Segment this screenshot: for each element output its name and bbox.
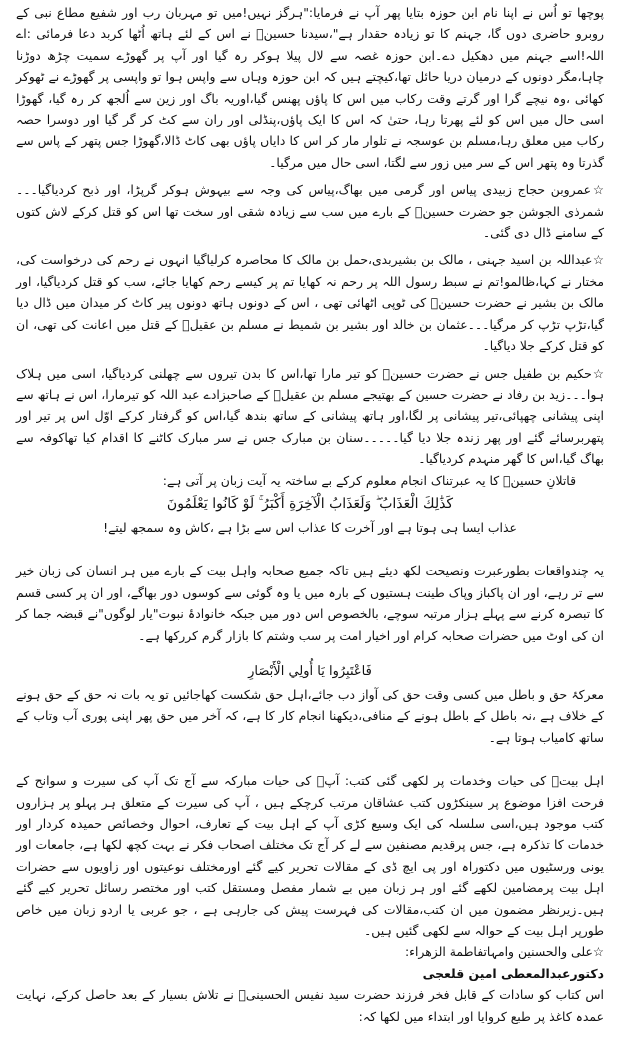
quran-verse-punishment: كَذَٰلِكَ الْعَذَابُ ۖ وَلَعَذَابُ الْآخِرَةِ أَكْبَرُ ۚ لَوْ كَانُوا يَعْلَمُونَ — [166, 495, 454, 512]
paragraph-book-description: اس کتاب کو سادات کے قابل فخر فرزند حضرت سید نفیس الحسینیؒ نے تلاش بسیار کے بعد حاصل کرکے، نہایت عمدہ کاغذ پر طبع کروایا اور ابتداء میں لکھا کہ: — [16, 987, 604, 1024]
paragraph-ibn-hawza-story: پوچھا تو اُس نے اپنا نام ابن حوزہ بتایا پھر آپ نے فرمایا:"ہرگز نہیں!میں تو مہربان رب اور شفیع مطاع نبی کے روبرو حاضری دوں گا، جہنم کا تو زیادہ حقدار ہے"،سیدنا حسینؓ نے اس کے لئے ہاتھ اُٹھا کربد دعا فرمائی :اے اللہ!اسے جہنم میں دھکیل دے۔ابن حوزہ غصہ سے لال پیلا ہوکر رہ گیا اور آپ پر گھوڑے سمیت چڑھ دوڑنا چاہا،مگر دونوں کے درمیان دریا حائل تھا،کیچتے ہیں کہ ابن حوزہ وہاں سے واپس ہوا تو واپسی پر گھوڑے نے ٹھوکر کھائی ،وہ نیچے گرا اور گرتے وقت رکاب میں اس کا پاؤں پھنس گیا،اوریہ باگ اور زین سے اُلجھ کر رہ گیا، گھوڑا اسی حال میں اس کو لئے پھرتا رہا، حتیٰ کہ اس کا ایک پاؤں،پنڈلی اور ران سے کٹ کر گر گیا اور دوسرا حصہ رکاب میں معلق رہا،مسلم بن عوسجہ نے تلوار مار کر اس کا دایاں پاؤں بھی کاٹ ڈالا،گھوڑا جس پتھر کے پاس سے گذرتا وہ پتھر اس کے سر میں زور سے لگتا، اسی حال میں مرگیا۔ — [16, 5, 604, 170]
paragraph-lesson: یہ چندواقعات بطورعبرت ونصیحت لکھ دیئے ہیں تاکہ جمیع صحابہ واہل بیت کے بارے میں ہر انسان کی زبان خیر سے تر رہے، اور ان پاکباز وپاک طینت ہستیوں کے بارہ میں یا وہ گوئی سے کوسوں دور بھاگے، اور ان پر کسی قسم کا تبصرہ کرنے سے پہلے ہزار مرتبہ سوچے، بالخصوص اس دور میں جبکہ خانوادۂ نبوت"یار لوگوں"نے قبضہ جما کر ان کی اوٹ میں حضرات صحابہ کرام اور اخیار امت پر سب وشتم کا بازار گرم کررکھا ہے۔ — [16, 563, 604, 643]
paragraph-hakim-bin-tufail: ☆حکیم بن طفیل جس نے حضرت حسینؓ کو تیر مارا تھا،اس کا بدن تیروں سے چھلنی کردیاگیا، اسی میں ہلاک ہوا۔۔۔زید بن رفاد نے حضرت حسین کے بھتیجے مسلم بن عقیلؓ کے صاحبزادے عبد اللہ کو تیرمارا، اس نے ہاتھ سے اپنی پیشانی چھپائی،تیر پیشانی پر لگا،اور ہاتھ پیشانی کے ساتھ بندھ گیا،اس کو گرفتار کرکے اوّل اس پر تیر اور پتھربرسائے گئے اور پھر زندہ جلا دیا گیا۔۔۔۔۔سنان بن مبارک جس نے سر مبارک کاٹنے کا اقدام کیا تھاکوفہ سے بھاگ گیا،اس کا گھر منہدم کردیاگیا۔ — [16, 365, 604, 467]
paragraph-books-on-ahl-al-bayt: اہل بیتؓ کی حیات وخدمات پر لکھی گئی کتب: آپؓ کی حیات مبارکہ سے آج تک آپ کی سیرت و سوانح کے فرحت افزا موضوع پر سینکڑوں کتب عشاقان مرتب کرچکے ہیں ، آپ کی سیرت کے متعلق ہر پہلو پر ہزاروں کتب موجود ہیں،اسی سلسلہ کی ایک وسیع کڑی آپ کے اہل بیت کے تعارف، احوال وخصائص حمیدہ کردار اور خدمات کا تذکرہ ہے، جس پرقدیم مصنفین سے لے کر آج تک مختلف اصحاب فکر نے بہت کچھ لکھا ہے، جامعات اور یونی ورسٹیوں میں دکتوراہ اور پی ایچ ڈی کے مقالات تحریر کیے گئے اورمختلف نوعیتوں اور زاویوں سے حضرات اہل بیت پرمضامین لکھے گئے اور ہر زبان میں بے شمار مفصل ومستقل کتب اور مختصر رسائل تحریر کیے گئے ہیں۔زیرنظر مضمون میں ان کتب،مقالات کی فہرست پیش کی جارہی ہے ، جو عربی یا اردو زبان میں خاص طورپر اہل بیت کے حوالہ سے لکھی گئیں ہیں۔ — [16, 773, 604, 939]
paragraph-verse-intro: قاتلانِ حسینؓ کا یہ عبرتناک انجام معلوم کرکے بے ساختہ یہ آیت زبان پر آتی ہے: — [162, 472, 576, 488]
paragraph-truth-falsehood: معرکۂ حق و باطل میں کسی وقت حق کی آواز دب جائے،اہل حق شکست کھاجائیں تو یہ بات نہ حق کے حق ہونے کے خلاف ہے ،نہ باطل کے باطل ہونے کے منافی،دیکھنا انجام کار کا ہے، کہ آخر میں حق پھر اپنی پوری آب وتاب کے ساتھ کامیاب ہوتا ہے۔ — [16, 686, 604, 745]
paragraph-amr-bin-hajjaj: ☆عمروبن حجاج زبیدی پیاس اور گرمی میں بھاگ،پیاس کی وجہ سے بیہوش ہوکر گرپڑا، اور ذبح کردیاگیا۔۔۔شمرذی الجوشن جو حضرت حسینؓ کے بارے میں سب سے زیادہ شقی اور سخت تھا اس کو قتل کرکے لاش کتوں کے سامنے ڈال دی گئی۔ — [16, 182, 604, 241]
verse-translation: عذاب ایسا ہی ہوتا ہے اور آخرت کا عذاب اس سے بڑا ہے ،کاش وہ سمجھ لیتے! — [103, 519, 517, 535]
paragraph-abdullah-bin-usaid: ☆عبداللہ بن اسید جہنی ، مالک بن بشیربدی،حمل بن مالک کا محاصرہ کرلیاگیا انہوں نے رحم کی درخواست کی، مختار نے کہا،ظالمو!تم نے سبط رسول اللہ پر رحم نہ کھایا تم پر کیسے رحم کھایا جائے، سب کو قتل کردیاگیا، اور مالک بن بشیر نے حضرت حسینؓ کی ٹوپی اٹھائی تھی ، اس کے دونوں ہاتھ دونوں پیر کاٹ کر میدان میں ڈال دیا گیا،تڑپ تڑپ کر مرگیا۔۔۔عثمان بن خالد اور بشیر بن شمیط نے مسلم بن عقیلؓ کے قتل میں اعانت کی تھی، ان کو قتل کرکے جلا دیاگیا۔ — [16, 252, 604, 354]
book-title-entry: ☆علی والحسنین وامہاتفاطمة الزھراء: — [404, 944, 604, 960]
quran-verse-take-heed: فَاعْتَبِرُوا يَا أُولِي الْأَبْصَارِ — [248, 663, 372, 679]
book-author: دکتورعبدالمعطی امین قلعجی — [422, 965, 604, 981]
